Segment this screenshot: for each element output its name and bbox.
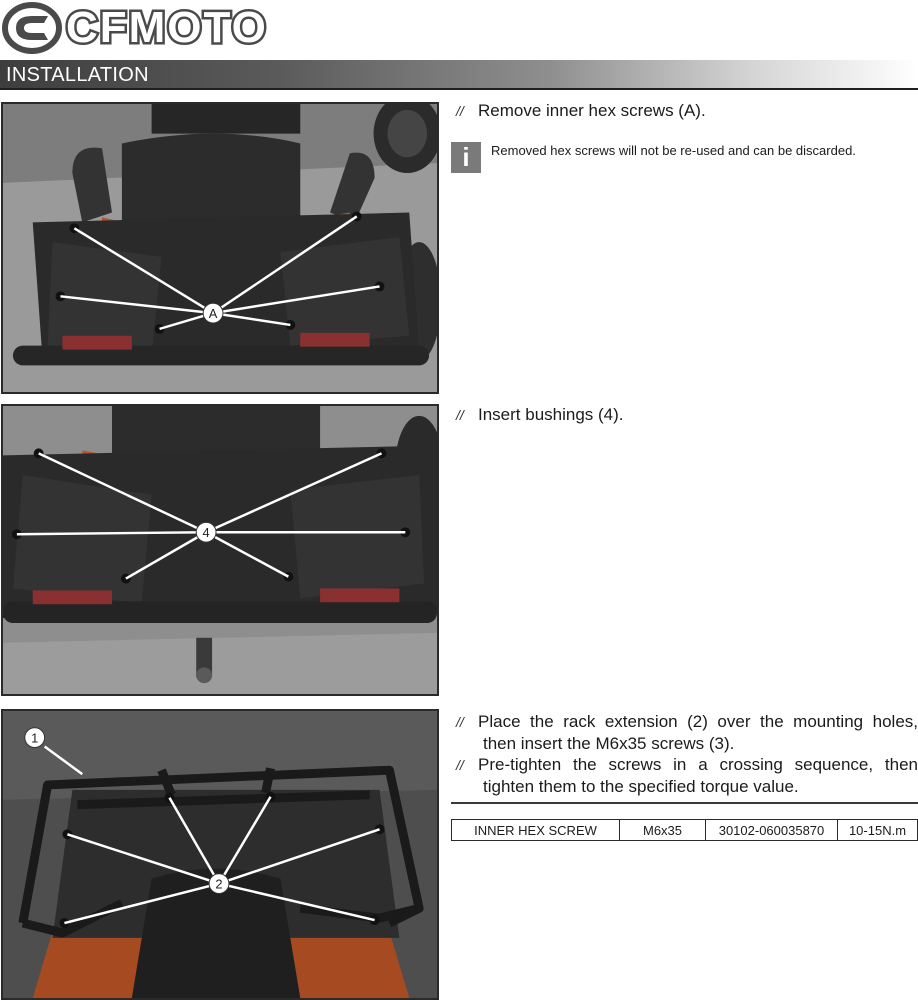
table-cell-size: M6x35 [620,820,706,841]
torque-spec-table [451,819,918,841]
step-text-line2: then insert the M6x35 screws (3). [483,734,735,753]
brand-logo [2,2,268,54]
bullet-mark: // [456,714,464,730]
step-insert-bushings [456,404,918,426]
photo-rack-extension [1,709,439,1000]
callout-1-label: 1 [31,730,39,746]
callout-2-label: 2 [215,876,223,892]
brand-wordmark: CFMOTO [66,3,268,52]
info-note [451,142,918,174]
table-cell-torque: 10-15N.m [838,820,918,841]
photo-insert-bushings [1,404,439,696]
table-cell-part: INNER HEX SCREW [452,820,620,841]
step-text-line1: Pre-tighten the screws in a crossing sequence, then [478,755,918,774]
photo-remove-hex-screws [1,102,439,394]
callout-4-label: 4 [202,525,210,541]
note-text: Removed hex screws will not be re-used and can be discarded. [491,143,856,158]
step-tighten-screws [456,754,918,798]
divider [451,802,918,804]
table-row [452,820,918,841]
step-text-line2: tighten them to the specified torque value. [483,777,799,796]
bullet-mark: // [456,407,464,423]
section-title: INSTALLATION [6,64,149,86]
table-cell-part-number: 30102-060035870 [706,820,838,841]
section-header [0,60,918,90]
bullet-mark: // [456,757,464,773]
step-text: Remove inner hex screws (A). [478,101,706,120]
step-text: Insert bushings (4). [478,405,624,424]
step-place-rack [456,711,918,755]
callout-a-label: A [208,306,218,322]
info-icon: i [451,142,481,173]
step-text-line1: Place the rack extension (2) over the mounting holes, [478,712,918,731]
bullet-mark: // [456,103,464,119]
cfmoto-logo-icon [2,2,62,54]
step-remove-screws [456,100,918,122]
